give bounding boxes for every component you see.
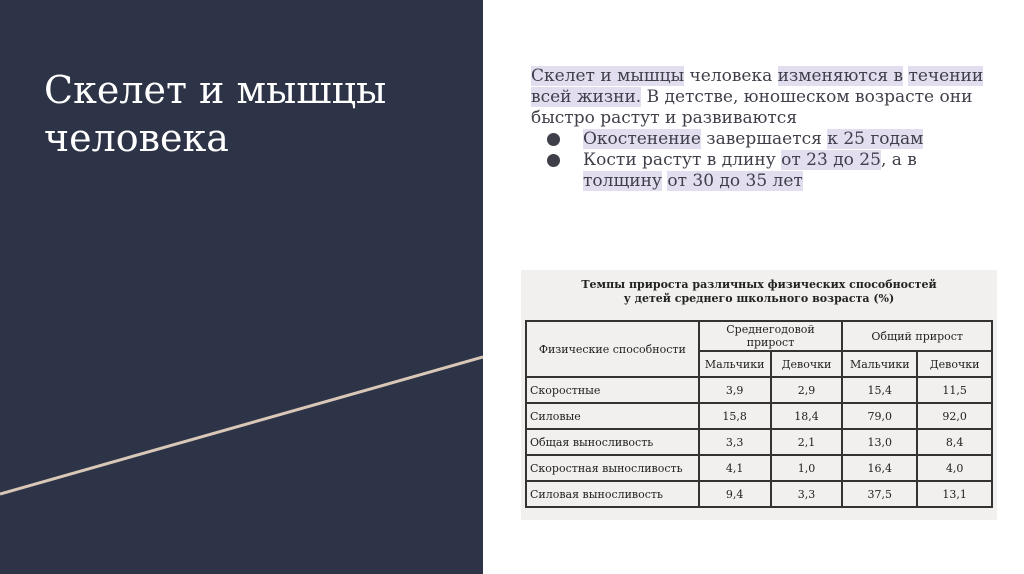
ability-name: Скоростные — [526, 377, 699, 403]
highlighted-phrase: течении всей жизни. — [531, 66, 984, 107]
header-annual-growth: Среднегодовой прирост — [699, 321, 843, 351]
highlighted-phrase: от 30 до 35 лет — [667, 171, 803, 191]
bullet-dot-icon — [547, 154, 560, 167]
total-boys-value: 15,4 — [842, 377, 917, 403]
header-ability: Физические способности — [526, 321, 699, 377]
highlighted-phrase: изменяются в — [777, 66, 904, 86]
intro-paragraph — [531, 66, 991, 129]
text-fragment: , а в — [880, 150, 917, 170]
text-fragment: В детстве, юношеском возрасте они быстро растут и развиваются — [531, 87, 973, 128]
header-boys: Мальчики — [842, 351, 917, 377]
table-row — [526, 377, 992, 403]
ability-name: Общая выносливость — [526, 429, 699, 455]
annual-boys-value: 3,3 — [699, 429, 771, 455]
bullet-item — [531, 129, 991, 150]
annual-girls-value: 18,4 — [771, 403, 843, 429]
text-fragment: человека — [684, 66, 778, 86]
text-fragment: завершается — [700, 129, 828, 149]
bullet-list — [531, 129, 991, 192]
slide-body-text — [531, 66, 991, 192]
header-boys: Мальчики — [699, 351, 771, 377]
total-girls-value: 13,1 — [917, 481, 992, 507]
header-girls: Девочки — [917, 351, 992, 377]
highlighted-phrase: к 25 годам — [827, 129, 924, 149]
total-girls-value: 11,5 — [917, 377, 992, 403]
annual-girls-value: 1,0 — [771, 455, 843, 481]
table-title-line: Темпы прироста различных физических способностей — [581, 278, 937, 291]
annual-girls-value: 2,1 — [771, 429, 843, 455]
annual-girls-value: 3,3 — [771, 481, 843, 507]
annual-girls-value: 2,9 — [771, 377, 843, 403]
text-fragment: Кости растут в длину — [583, 150, 782, 170]
total-girls-value: 92,0 — [917, 403, 992, 429]
total-boys-value: 37,5 — [842, 481, 917, 507]
table-row — [526, 403, 992, 429]
total-boys-value: 79,0 — [842, 403, 917, 429]
header-girls: Девочки — [771, 351, 843, 377]
bullet-dot-icon — [547, 133, 560, 146]
left-title-panel — [0, 0, 483, 574]
bullet-item — [531, 150, 991, 192]
highlighted-phrase: толщину — [583, 171, 662, 191]
annual-boys-value: 3,9 — [699, 377, 771, 403]
growth-rates-table — [525, 320, 993, 508]
annual-boys-value: 15,8 — [699, 403, 771, 429]
table-row — [526, 429, 992, 455]
highlighted-phrase: Окостенение — [583, 129, 701, 149]
highlighted-phrase: от 23 до 25 — [781, 150, 881, 170]
total-girls-value: 4,0 — [917, 455, 992, 481]
highlighted-phrase: Скелет и мышцы — [531, 66, 685, 86]
ability-name: Силовая выносливость — [526, 481, 699, 507]
ability-name: Скоростная выносливость — [526, 455, 699, 481]
header-total-growth: Общий прирост — [842, 321, 992, 351]
ability-name: Силовые — [526, 403, 699, 429]
total-girls-value: 8,4 — [917, 429, 992, 455]
table-title — [521, 278, 997, 306]
slide-title: Скелет и мышцы человека — [44, 68, 387, 160]
total-boys-value: 13,0 — [842, 429, 917, 455]
annual-boys-value: 4,1 — [699, 455, 771, 481]
annual-boys-value: 9,4 — [699, 481, 771, 507]
total-boys-value: 16,4 — [842, 455, 917, 481]
table-row — [526, 481, 992, 507]
decorative-diagonal-line — [0, 0, 483, 574]
table-title-line: у детей среднего школьного возраста (%) — [623, 292, 895, 305]
table-row — [526, 455, 992, 481]
growth-rates-table-image — [521, 270, 997, 520]
